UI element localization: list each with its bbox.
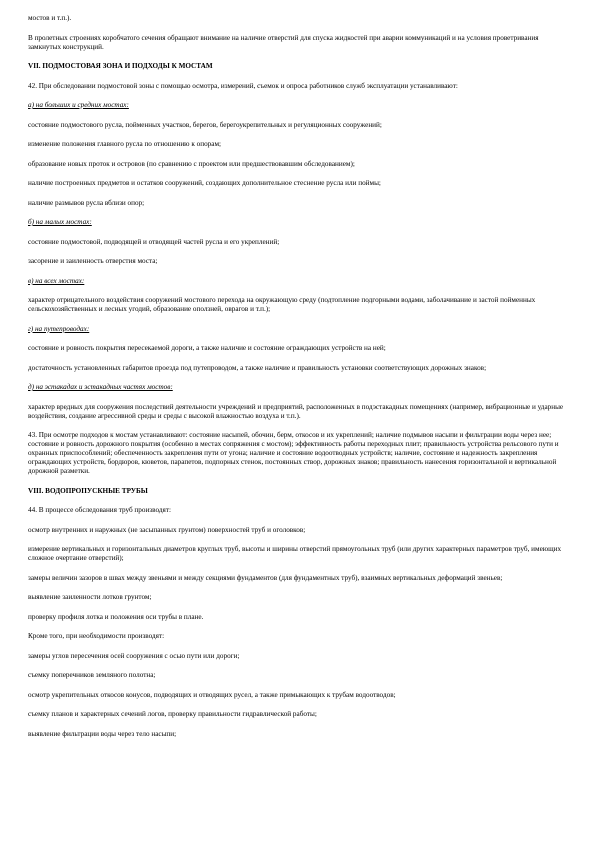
subheading-a-label: а) на больших и средних мостах: — [28, 101, 129, 109]
list-item-a2: изменение положения главного русла по отношению к опорам; — [28, 140, 222, 148]
document-page — [28, 14, 566, 749]
subheading-d — [28, 383, 566, 392]
list-item-g1: состояние и ровность покрытия пересекаемой дороги, а также наличие и состояние ограждающих устройств на ней; — [28, 344, 386, 352]
list-item-t5: проверку профиля лотка и положения оси трубы в плане. — [28, 612, 204, 621]
list-item-t7: замеры углов пересечения осей сооружения с осью пути или дороги; — [28, 651, 240, 660]
list-item-b2: засорение и заиленность отверстия моста; — [28, 257, 158, 265]
paragraph-top: мостов и т.п.). — [28, 14, 72, 22]
list-item-a4: наличие построенных предметов и остатков сооружений, создающих дополнительное стеснение русла или поймы; — [28, 179, 381, 187]
subheading-b — [28, 218, 566, 227]
list-item-a3: образование новых проток и островов (по сравнению с проектом или предшествовавшим обследованием); — [28, 159, 355, 168]
subheading-a — [28, 101, 566, 110]
list-item-v1: характер отрицательного воздействия сооружений мостового перехода на окружающую среду (подтопление подгорными водами, заболачивание и застой пойменных сельскохозяйственных и лесных угодий, образование оползней, оврагов и т.п.); — [28, 296, 536, 313]
list-item-a5: наличие размывов русла вблизи опор; — [28, 198, 145, 207]
list-item-a1: состояние подмостового русла, пойменных участков, берегов, берегоукрепительных и регуляционных сооружений; — [28, 120, 382, 129]
list-item-t10: съемку планов и характерных сечений логов, проверку правильности гидравлической работы; — [28, 710, 317, 718]
section-heading-7: VII. ПОДМОСТОВАЯ ЗОНА И ПОДХОДЫ К МОСТАМ — [28, 62, 213, 70]
paragraph-box-girders: В пролетных строениях коробчатого сечения обращают внимание на наличие отверстий для спуска жидкостей при аварии коммуникаций и на условия проветривания замкнутых конструкций. — [28, 33, 539, 51]
item-43: 43. При осмотре подходов к мостам устанавливают: состояние насыпей, обочин, берм, откосов и их укреплений; наличие подмывов насыпи и фильтрации воды через нее; состояние и ровность дорожного покрытия (особенно в местах сопряжения с мостом); эффективность работы переходных плит; правильность устройства рельсового пути и охранных приспособлений; обеспеченность закрепления пути от угона; наличие и состояние водоотводных устройств; наличие, состояние и надежность закрепления ограждающих устройств, бордюров, кюветов, парапетов, подпорных стенок, постоянных створ, дорожных знаков; правильность нанесения горизонтальной и вертикальной дорожной разметки. — [28, 431, 559, 475]
list-item-t1: осмотр внутренних и наружных (не засыпанных грунтом) поверхностей труб и оголовков; — [28, 525, 306, 534]
subheading-g-label: г) на путепроводах: — [28, 324, 90, 333]
list-item-t4: выявление заиленности лотков грунтом; — [28, 593, 152, 601]
subheading-g — [28, 325, 566, 334]
list-item-g2: достаточность установленных габаритов проезда под путепроводом, а также наличие и правильность установки соответствующих дорожных знаков; — [28, 363, 487, 372]
subheading-v-label: в) на всех мостах: — [28, 276, 85, 285]
list-item-b1: состояние подмостовой, подводящей и отводящей частей русла и его укреплений; — [28, 237, 280, 246]
list-item-t11: выявление фильтрации воды через тело насыпи; — [28, 729, 177, 738]
list-item-t8: съемку поперечников земляного полотна; — [28, 671, 156, 679]
subheading-d-label: д) на эстакадах и эстакадных частях мостов: — [28, 383, 173, 391]
subheading-v — [28, 277, 566, 286]
item-42: 42. При обследовании подмостовой зоны с помощью осмотра, измерений, съемок и опроса работников служб эксплуатации устанавливают: — [28, 81, 458, 90]
paragraph-additionally: Кроме того, при необходимости производят: — [28, 632, 165, 640]
list-item-t3: замеры величин зазоров в швах между звеньями и между секциями фундаментов (для фундаментных труб), взаимных вертикальных деформаций звеньев; — [28, 573, 503, 582]
list-item-t9: осмотр укрепительных откосов конусов, подводящих и отводящих русел, а также примыкающих к трубам водоотводов; — [28, 690, 396, 699]
list-item-t2: измерение вертикальных и горизонтальных диаметров круглых труб, высоты и ширины отверстий прямоугольных труб (или других характерных параметров труб, имеющих сложное очертание отверстий); — [28, 545, 562, 562]
item-44: 44. В процессе обследования труб производят: — [28, 506, 171, 514]
section-heading-8: VIII. ВОДОПРОПУСКНЫЕ ТРУБЫ — [28, 486, 148, 495]
subheading-b-label: б) на малых мостах: — [28, 218, 92, 226]
list-item-d1: характер вредных для сооружения последствий деятельности учреждений и предприятий, расположенных в подэстакадных помещениях (например, вибрационные и ударные воздействия, создание агрессивной среды и среды с высокой влажностью воздуха и т.п.). — [28, 402, 564, 420]
